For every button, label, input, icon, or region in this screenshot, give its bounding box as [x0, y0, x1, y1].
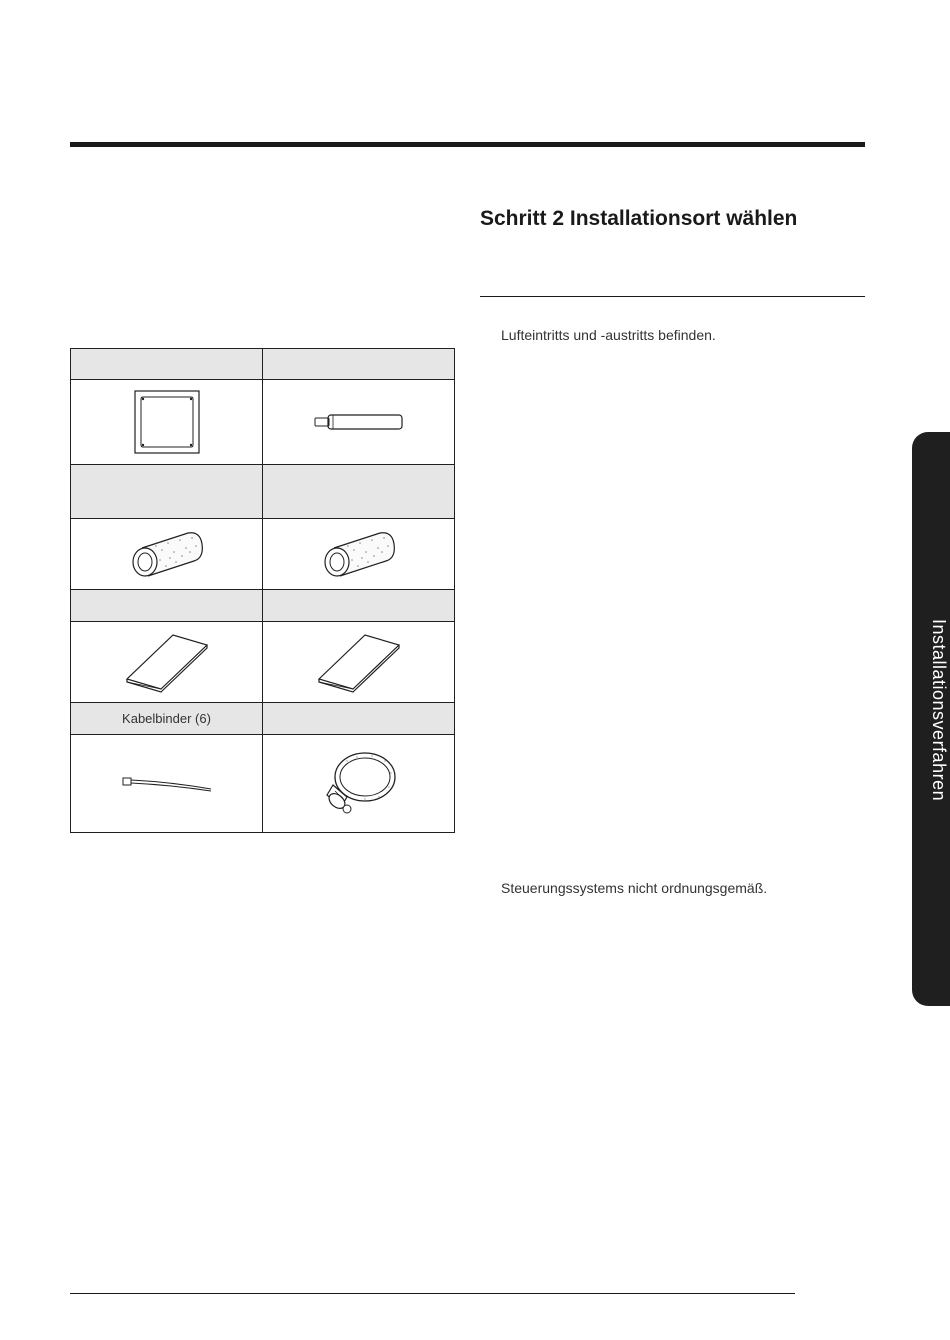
table-label-cable-tie: Kabelbinder (6): [71, 703, 263, 735]
hose-clamp-icon: [317, 745, 401, 823]
top-rule: [70, 142, 865, 147]
side-tab-label: Installationsverfahren: [929, 619, 949, 802]
table-header-cell: [263, 703, 455, 735]
table-header-cell: [263, 590, 455, 622]
section-heading: Schritt 2 Installationsort wählen: [480, 207, 798, 230]
paragraph-control-system: Steuerungssystems nicht ordnungsgemäß.: [501, 880, 768, 896]
heading-rule: [480, 296, 865, 297]
table-image-cell: [71, 380, 263, 465]
table-header-cell: [263, 349, 455, 380]
table-image-cell: [71, 519, 263, 590]
manual-booklet-icon: [123, 631, 211, 693]
cylindrical-plug-icon: [313, 412, 405, 432]
bottom-rule: [70, 1293, 795, 1294]
table-image-cell: [71, 735, 263, 833]
insulation-tube-icon: [126, 528, 208, 580]
cable-tie-icon: [121, 773, 213, 795]
table-image-cell: [263, 622, 455, 703]
manual-booklet-icon: [315, 631, 403, 693]
insulation-tube-icon: [318, 528, 400, 580]
table-header-cell: [71, 590, 263, 622]
paragraph-air-inlet: Lufteintritts und -austritts befinden.: [501, 327, 716, 343]
table-image-cell: [263, 735, 455, 833]
table-image-cell: [263, 519, 455, 590]
table-header-cell: [263, 465, 455, 519]
table-header-cell: [71, 465, 263, 519]
table-image-cell: [263, 380, 455, 465]
gasket-plate-icon: [134, 390, 200, 454]
table-header-cell: [71, 349, 263, 380]
accessories-table: [70, 348, 455, 833]
table-image-cell: [71, 622, 263, 703]
